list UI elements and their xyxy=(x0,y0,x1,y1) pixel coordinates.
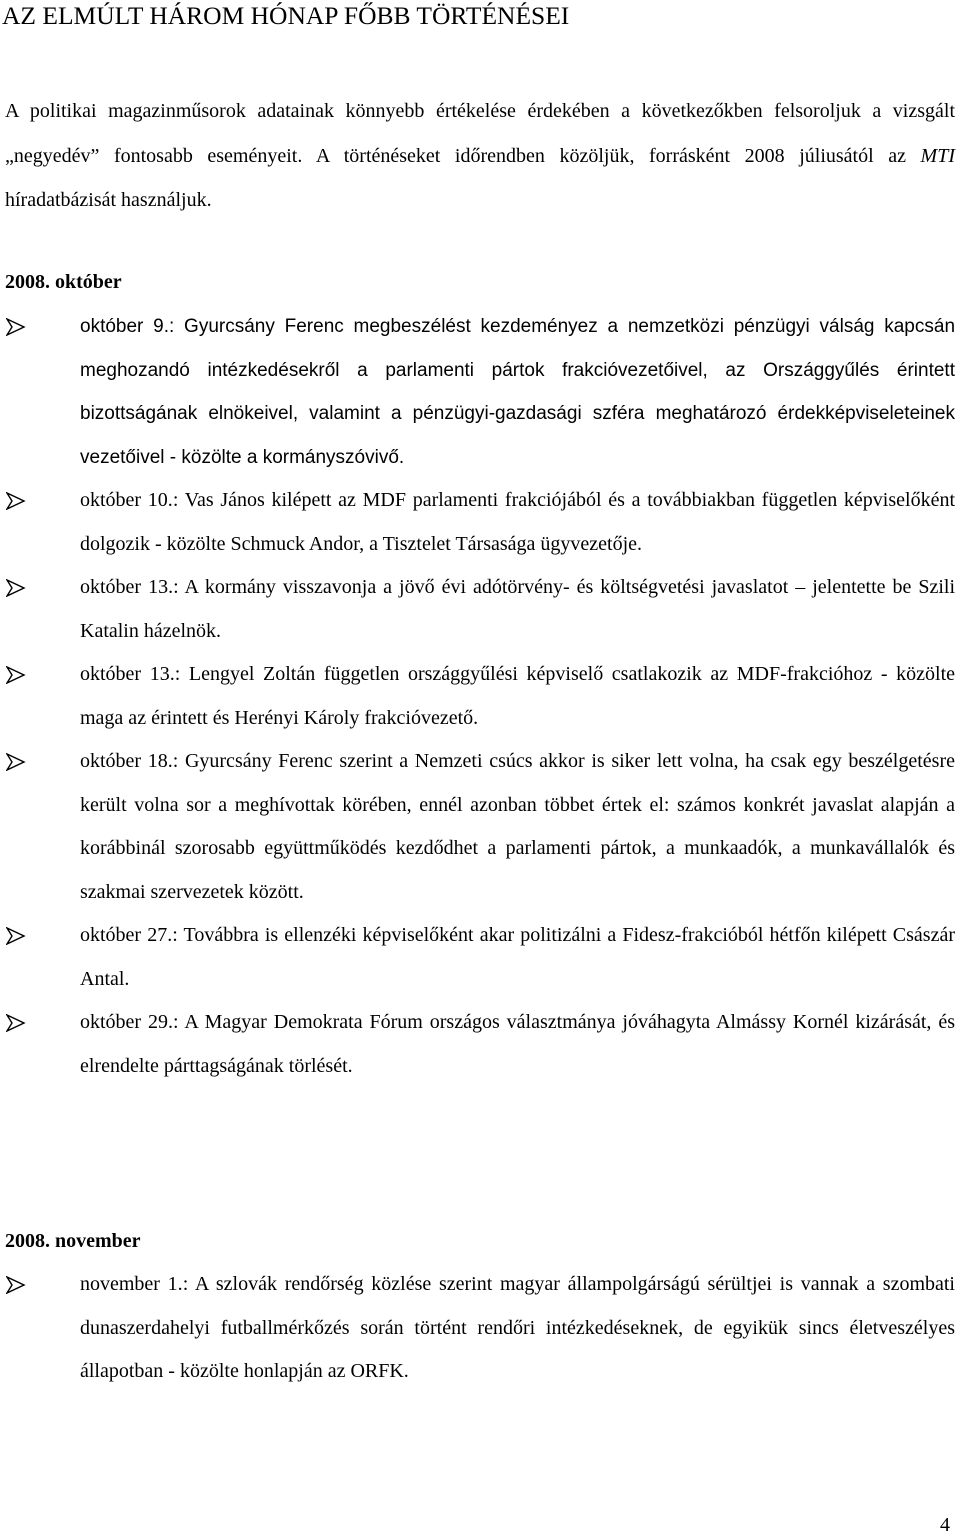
arrow-bullet-icon xyxy=(6,1001,28,1045)
event-date: október 27. xyxy=(80,924,173,946)
section-heading-november: 2008. november xyxy=(5,1230,141,1252)
event-date: október 13. xyxy=(80,576,174,598)
intro-source: MTI xyxy=(920,144,955,167)
page-title: AZ ELMÚLT HÁROM HÓNAP FŐBB TÖRTÉNÉSEI xyxy=(2,1,570,30)
event-text: : Gyurcsány Ferenc megbeszélést kezdeményez a nemzetközi pénzügyi válság kapcsán meghozandó intézkedésekről a parlamenti pártok frakcióvezetőivel, az Országgyűlés érintett bizottságának elnökeivel, valamint a pénzügyi-gazdasági szféra meghatározó érdekképviseleteinek vezetőivel - közölte a kormányszóvivő. xyxy=(80,316,956,468)
event-list-november xyxy=(0,1263,960,1394)
event-date: október 13. xyxy=(80,663,175,685)
arrow-bullet-icon xyxy=(6,1263,28,1307)
event-text: : A szlovák rendőrség közlése szerint magyar állampolgárságú sérültjei is vannak a szombati dunaszerdahelyi futballmérkőzés során történt rendőri intézkedéseknek, de egyikük sincs életveszélyes állapotban - közölte honlapján az ORFK. xyxy=(80,1273,955,1382)
event-text: : Lengyel Zoltán független országgyűlési képviselő csatlakozik az MDF-frakcióhoz - közölte maga az érintett és Herényi Károly frakcióvezető. xyxy=(80,663,955,729)
arrow-bullet-icon xyxy=(6,740,28,784)
event-item xyxy=(0,566,955,653)
arrow-bullet-icon xyxy=(6,566,28,610)
event-date: október 18. xyxy=(80,750,173,772)
event-date: október 29. xyxy=(80,1011,174,1033)
event-item xyxy=(0,1001,955,1088)
event-item xyxy=(0,740,955,914)
event-text: : A kormány visszavonja a jövő évi adótörvény- és költségvetési javaslatot – jelentette be Szili Katalin házelnök. xyxy=(80,576,956,642)
page-number: 4 xyxy=(940,1514,950,1536)
event-item xyxy=(0,305,955,479)
arrow-bullet-icon xyxy=(6,914,28,958)
event-text: : Vas János kilépett az MDF parlamenti frakciójából és a továbbiakban független képviselőként dolgozik - közölte Schmuck Andor, a Tisztelet Társasága ügyvezetője. xyxy=(80,489,956,555)
event-date: november 1. xyxy=(80,1273,183,1295)
event-item xyxy=(0,1263,955,1394)
intro-text-after: híradatbázisát használjuk. xyxy=(5,189,212,211)
section-heading-october: 2008. október xyxy=(5,271,122,293)
event-item xyxy=(0,479,955,566)
event-item xyxy=(0,653,955,740)
event-text: : Gyurcsány Ferenc szerint a Nemzeti csúcs akkor is siker lett volna, ha csak egy beszélgetésre került volna sor a meghívottak körében, ennél azonban többet értek el: számos konkrét javaslat alapján a korábbinál szorosabb együttműködés kezdődhet a parlamenti pártok, a munkaadók, a munkavállalók és szakmai szervezetek között. xyxy=(80,750,955,903)
event-text: : Továbbra is ellenzéki képviselőként akar politizálni a Fidesz-frakcióból hétfőn kilépett Császár Antal. xyxy=(80,924,956,990)
event-item xyxy=(0,914,955,1001)
intro-text-before: A politikai magazinműsorok adatainak könnyebb értékelése érdekében a következőkben felsoroljuk a vizsgált „negyedév” fontosabb eseményeit. A történéseket időrendben közöljük, forrásként 2008 júliusától az xyxy=(5,100,955,167)
event-date: október 9. xyxy=(80,316,169,337)
arrow-bullet-icon xyxy=(6,305,28,349)
event-text: : A Magyar Demokrata Fórum országos választmánya jóváhagyta Almássy Kornél kizárását, és elrendelte párttagságának törlését. xyxy=(80,1011,955,1077)
event-date: október 10. xyxy=(80,489,173,511)
event-list-october xyxy=(0,305,960,1088)
arrow-bullet-icon xyxy=(6,653,28,697)
intro-paragraph xyxy=(5,89,955,223)
arrow-bullet-icon xyxy=(6,479,28,523)
